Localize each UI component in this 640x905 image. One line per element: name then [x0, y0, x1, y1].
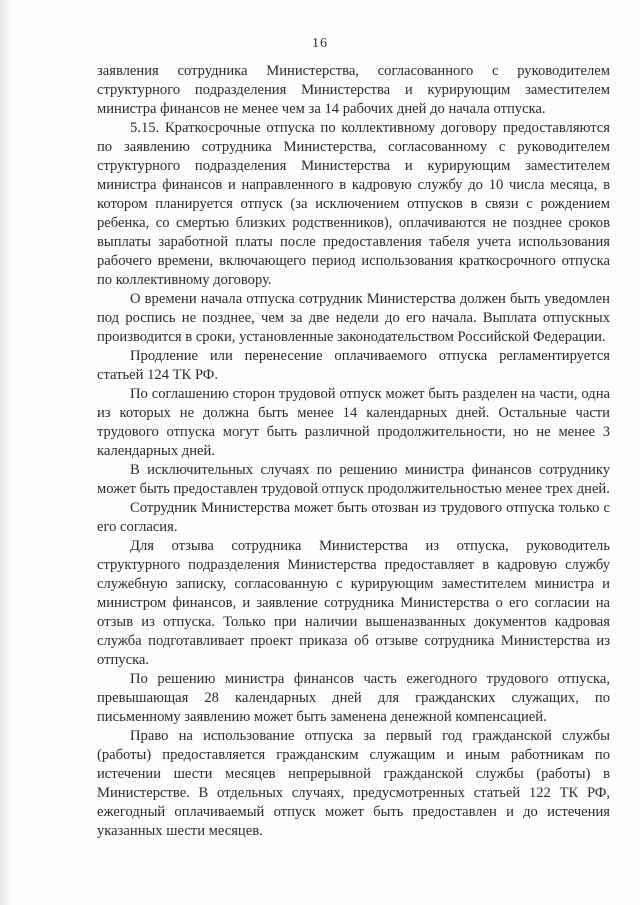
paragraph-10: Право на использование отпуска за первый год гражданской службы (работы) предоставляется гражданским служащим и иным работникам по истечении шести месяцев непрерывной гражданской службы (работы) в Министерстве. В отдельных случаях, предусмотренных статьей 122 ТК РФ, ежегодный оплачиваемый отпуск может быть предоставлен и до истечения указанных шести месяцев.	[97, 728, 610, 839]
paragraph-8: Для отзыва сотрудника Министерства из отпуска, руководитель структурного подразделения Министерства предоставляет в кадровую службу служебную записку, согласованную с курирующим заместителем министра и министром финансов, и заявление сотрудника Министерства о его согласии на отзыв из отпуска. Только при наличии вышеназванных документов кадровая служба подготавливает проект приказа об отзыве сотрудника Министерства из отпуска.	[97, 538, 610, 668]
paragraph-3: О времени начала отпуска сотрудник Министерства должен быть уведомлен под роспись не позднее, чем за две недели до его начала. Выплата отпускных производится в сроки, установленные законодательством Российской Федерации.	[97, 291, 610, 345]
page-number: 16	[312, 36, 328, 51]
paragraph-6: В исключительных случаях по решению министра финансов сотруднику может быть предоставлен трудовой отпуск продолжительностью менее трех дней.	[97, 462, 610, 497]
paragraph-9: По решению министра финансов часть ежегодного трудового отпуска, превышающая 28 календарных дней для гражданских служащих, по письменному заявлению может быть заменена денежной компенсацией.	[97, 671, 610, 725]
paragraph-4: Продление или перенесение оплачиваемого отпуска регламентируется статьей 124 ТК РФ.	[97, 348, 610, 383]
paragraph-7: Сотрудник Министерства может быть отозван из трудового отпуска только с его согласия.	[97, 500, 610, 535]
paragraph-2: 5.15. Краткосрочные отпуска по коллективному договору предоставляются по заявлению сотрудника Министерства, согласованному с руководителем структурного подразделения Министерства и курирующим заместителем министра финансов и направленного в кадровую службу до 10 числа месяца, в котором планируется отпуск (за исключением отпусков в связи с рождением ребенка, со смертью близких родственников), оплачиваются не позднее сроков выплаты заработной платы после предоставления табеля учета использования рабочего времени, включающего период использования краткосрочного отпуска по коллективному договору.	[97, 120, 610, 288]
document-body	[97, 62, 610, 841]
scan-edge-shadow	[0, 0, 12, 905]
paragraph-5: По соглашению сторон трудовой отпуск может быть разделен на части, одна из которых не должна быть менее 14 календарных дней. Остальные части трудового отпуска могут быть различной продолжительности, но не менее 3 календарных дней.	[97, 386, 610, 459]
paragraph-1: заявления сотрудника Министерства, согласованного с руководителем структурного подразделения Министерства и курирующим заместителем министра финансов не менее чем за 14 рабочих дней до начала отпуска.	[97, 63, 610, 117]
